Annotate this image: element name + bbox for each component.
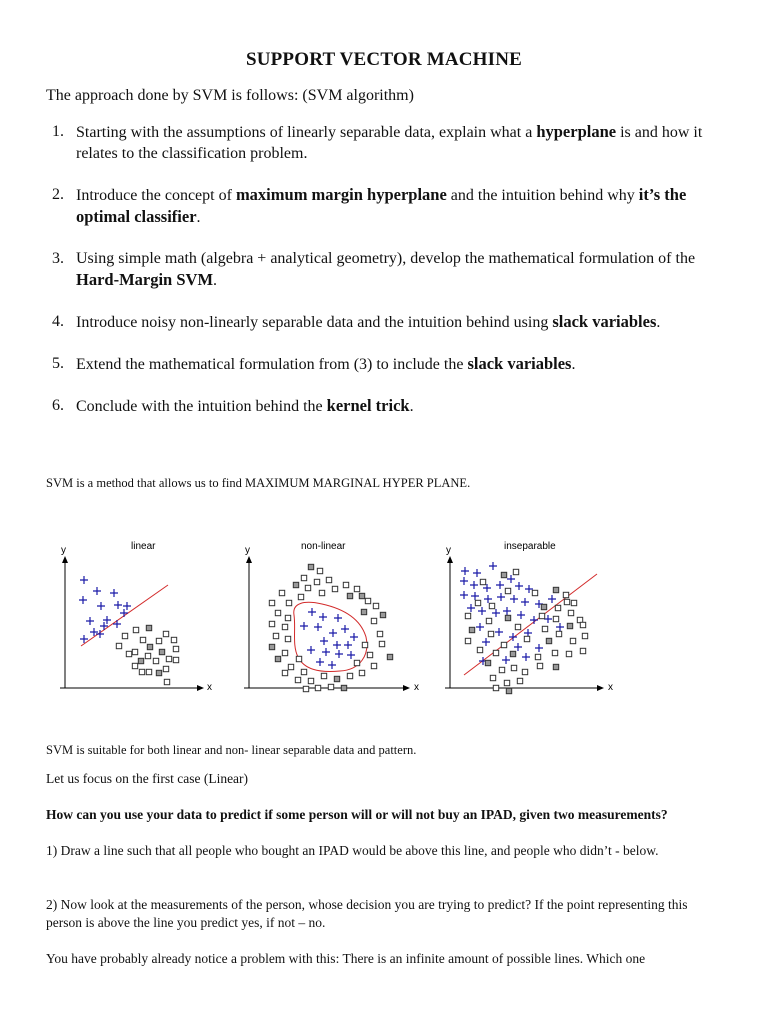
- square-point: [387, 654, 392, 659]
- square-point: [580, 622, 585, 627]
- square-point: [163, 666, 168, 671]
- plus-point: [300, 622, 308, 630]
- square-point: [326, 577, 331, 582]
- square-point: [524, 636, 529, 641]
- square-point: [510, 651, 515, 656]
- square-point: [138, 658, 143, 663]
- y-axis-arrow: [62, 556, 68, 563]
- square-point: [553, 587, 558, 592]
- square-point: [570, 638, 575, 643]
- plus-point: [461, 567, 469, 575]
- list-item: 1. Starting with the assumptions of linearly separable data, explain what a hyperplane is and how it relates to the classification problem.: [52, 122, 703, 162]
- square-point: [132, 649, 137, 654]
- plus-point: [514, 643, 522, 651]
- plus-point: [503, 607, 511, 615]
- y-axis-label: y: [446, 545, 451, 556]
- plus-points: [300, 608, 358, 669]
- square-point: [522, 669, 527, 674]
- square-point: [475, 600, 480, 605]
- square-point: [156, 638, 161, 643]
- plus-point: [525, 585, 533, 593]
- square-point: [164, 679, 169, 684]
- plus-point: [530, 616, 538, 624]
- step-1-text: 1) Draw a line such that all people who bought an IPAD would be above this line, and people who didn’t - below.: [46, 843, 659, 858]
- intro-text: The approach done by SVM is follows: (SVM algorithm): [46, 87, 414, 104]
- square-point: [282, 624, 287, 629]
- square-point: [173, 657, 178, 662]
- square-point: [582, 633, 587, 638]
- plus-point: [507, 575, 515, 583]
- square-point: [275, 610, 280, 615]
- svm-figure: [56, 533, 626, 701]
- svm-method-text: SVM is a method that allows us to find MAXIMUM MARGINAL HYPER PLANE.: [46, 476, 471, 490]
- square-point: [465, 638, 470, 643]
- panel-title: linear: [131, 541, 156, 552]
- square-point: [146, 669, 151, 674]
- square-point: [553, 616, 558, 621]
- plus-point: [110, 589, 118, 597]
- panel-inseparable: [445, 541, 613, 694]
- square-point: [488, 631, 493, 636]
- square-point: [505, 588, 510, 593]
- plus-point: [496, 581, 504, 589]
- plus-point: [322, 648, 330, 656]
- square-point: [371, 663, 376, 668]
- square-point: [145, 653, 150, 658]
- square-point: [537, 663, 542, 668]
- square-point: [116, 643, 121, 648]
- panel-linear: [60, 541, 212, 693]
- x-axis-label: x: [608, 682, 613, 693]
- suitable-text: SVM is suitable for both linear and non- linear separable data and pattern.: [46, 743, 417, 757]
- square-point: [321, 673, 326, 678]
- list-item: 5. Extend the mathematical formulation from (3) to include the slack variables.: [52, 354, 576, 373]
- plus-point: [471, 592, 479, 600]
- square-point: [347, 673, 352, 678]
- square-point: [580, 648, 585, 653]
- square-point: [493, 685, 498, 690]
- square-point: [359, 670, 364, 675]
- plus-point: [484, 595, 492, 603]
- plus-point: [307, 646, 315, 654]
- square-point: [469, 627, 474, 632]
- list-item: 2. Introduce the concept of maximum margin hyperplane and the intuition behind why it’s the optimal classifier.: [52, 185, 687, 226]
- square-point: [317, 568, 322, 573]
- square-point: [319, 590, 324, 595]
- square-point: [567, 623, 572, 628]
- square-point: [286, 600, 291, 605]
- plus-point: [120, 609, 128, 617]
- square-point: [542, 626, 547, 631]
- square-point: [361, 609, 366, 614]
- square-point: [571, 600, 576, 605]
- square-point: [506, 688, 511, 693]
- plus-point: [502, 656, 510, 664]
- plus-point: [80, 576, 88, 584]
- plus-point: [483, 584, 491, 592]
- square-point: [380, 612, 385, 617]
- square-point: [505, 615, 510, 620]
- plus-point: [97, 602, 105, 610]
- square-point: [362, 642, 367, 647]
- square-point: [359, 593, 364, 598]
- square-point: [493, 650, 498, 655]
- square-point: [285, 615, 290, 620]
- square-point: [173, 646, 178, 651]
- plus-point: [517, 611, 525, 619]
- y-axis-arrow: [447, 556, 453, 563]
- plus-point: [478, 607, 486, 615]
- step-2-text: 2) Now look at the measurements of the person, whose decision you are trying to predict? If the point representing this person is above the line you predict yes, if not – no.: [46, 897, 688, 930]
- square-point: [343, 582, 348, 587]
- plus-point: [548, 595, 556, 603]
- square-point: [504, 680, 509, 685]
- square-point: [513, 569, 518, 574]
- square-point: [334, 676, 339, 681]
- plus-point: [482, 638, 490, 646]
- square-point: [285, 636, 290, 641]
- y-axis-label: y: [61, 545, 66, 556]
- square-point: [499, 667, 504, 672]
- plus-point: [515, 582, 523, 590]
- square-point: [367, 652, 372, 657]
- square-point: [301, 575, 306, 580]
- plus-point: [347, 651, 355, 659]
- square-point: [532, 590, 537, 595]
- panel-title: non-linear: [301, 541, 346, 552]
- square-point: [282, 670, 287, 675]
- plus-point: [314, 623, 322, 631]
- square-point: [308, 564, 313, 569]
- plus-point: [470, 581, 478, 589]
- square-point: [275, 656, 280, 661]
- panel-title: inseparable: [504, 541, 556, 552]
- square-point: [305, 585, 310, 590]
- square-point: [535, 654, 540, 659]
- plus-point: [492, 609, 500, 617]
- plus-points: [460, 562, 564, 665]
- square-point: [159, 649, 164, 654]
- list-item: 4. Introduce noisy non-linearly separable data and the intuition behind using slack variables.: [52, 312, 661, 331]
- square-point: [563, 592, 568, 597]
- plus-point: [334, 614, 342, 622]
- square-point: [511, 665, 516, 670]
- y-axis-label: y: [245, 545, 250, 556]
- square-point: [288, 664, 293, 669]
- square-point: [133, 627, 138, 632]
- square-point: [328, 684, 333, 689]
- square-point: [568, 610, 573, 615]
- square-point: [552, 650, 557, 655]
- square-point: [539, 613, 544, 618]
- square-point: [477, 647, 482, 652]
- square-point: [301, 669, 306, 674]
- plus-point: [350, 633, 358, 641]
- plus-point: [329, 629, 337, 637]
- algorithm-steps: [46, 121, 726, 417]
- square-point: [140, 637, 145, 642]
- square-point: [541, 604, 546, 609]
- plus-point: [489, 562, 497, 570]
- plus-point: [308, 608, 316, 616]
- square-point: [354, 660, 359, 665]
- panel-non-linear: [244, 541, 419, 693]
- square-point: [126, 651, 131, 656]
- square-point: [122, 633, 127, 638]
- square-point: [365, 598, 370, 603]
- square-points: [116, 625, 178, 684]
- square-point: [269, 600, 274, 605]
- plus-point: [544, 615, 552, 623]
- plus-point: [535, 644, 543, 652]
- square-point: [308, 678, 313, 683]
- square-point: [354, 586, 359, 591]
- plus-point: [522, 653, 530, 661]
- plus-point: [93, 587, 101, 595]
- square-point: [163, 631, 168, 636]
- plus-point: [344, 641, 352, 649]
- plus-point: [335, 650, 343, 658]
- square-point: [315, 685, 320, 690]
- square-point: [546, 638, 551, 643]
- square-point: [166, 656, 171, 661]
- plus-point: [473, 569, 481, 577]
- square-point: [279, 590, 284, 595]
- square-point: [139, 669, 144, 674]
- square-point: [147, 644, 152, 649]
- square-point: [153, 658, 158, 663]
- square-point: [132, 663, 137, 668]
- page-title: SUPPORT VECTOR MACHINE: [245, 49, 523, 70]
- square-point: [490, 675, 495, 680]
- square-point: [332, 586, 337, 591]
- plus-point: [460, 591, 468, 599]
- square-point: [489, 603, 494, 608]
- square-point: [564, 599, 569, 604]
- x-axis-arrow: [403, 685, 410, 691]
- x-axis-arrow: [597, 685, 604, 691]
- square-point: [371, 618, 376, 623]
- square-point: [555, 605, 560, 610]
- list-item: 3. Using simple math (algebra + analytical geometry), develop the mathematical formulation of the Hard-Margin SVM.: [52, 250, 696, 289]
- problem-text: You have probably already notice a problem with this: There is an infinite amount of possible lines. Which one: [46, 951, 646, 966]
- plus-point: [476, 623, 484, 631]
- square-points: [269, 564, 392, 691]
- plus-point: [510, 595, 518, 603]
- plus-point: [316, 658, 324, 666]
- plus-point: [556, 623, 564, 631]
- focus-text: Let us focus on the first case (Linear): [46, 771, 249, 786]
- plus-point: [319, 613, 327, 621]
- square-point: [556, 631, 561, 636]
- plus-point: [524, 629, 532, 637]
- square-point: [465, 613, 470, 618]
- plus-point: [333, 641, 341, 649]
- square-point: [171, 637, 176, 642]
- plus-point: [86, 617, 94, 625]
- square-point: [269, 644, 274, 649]
- square-point: [295, 677, 300, 682]
- square-point: [273, 633, 278, 638]
- square-point: [566, 651, 571, 656]
- plus-point: [320, 637, 328, 645]
- plus-point: [467, 604, 475, 612]
- plus-point: [460, 577, 468, 585]
- square-point: [377, 631, 382, 636]
- list-item: 6. Conclude with the intuition behind the kernel trick.: [52, 396, 414, 415]
- plus-point: [123, 602, 131, 610]
- square-point: [517, 678, 522, 683]
- square-point: [347, 593, 352, 598]
- square-point: [293, 582, 298, 587]
- x-axis-arrow: [197, 685, 204, 691]
- square-point: [269, 621, 274, 626]
- plus-point: [521, 598, 529, 606]
- y-axis-arrow: [246, 556, 252, 563]
- square-point: [146, 625, 151, 630]
- square-point: [486, 618, 491, 623]
- square-point: [373, 603, 378, 608]
- square-point: [341, 685, 346, 690]
- square-point: [296, 656, 301, 661]
- plus-point: [113, 620, 121, 628]
- square-point: [485, 660, 490, 665]
- plus-point: [114, 601, 122, 609]
- x-axis-label: x: [414, 682, 419, 693]
- plus-point: [341, 625, 349, 633]
- plus-point: [328, 661, 336, 669]
- square-point: [298, 594, 303, 599]
- question-text: How can you use your data to predict if some person will or will not buy an IPAD, given two measurements?: [46, 807, 668, 822]
- plus-point: [497, 593, 505, 601]
- square-point: [314, 579, 319, 584]
- square-point: [156, 670, 161, 675]
- square-point: [303, 686, 308, 691]
- plus-point: [79, 596, 87, 604]
- square-point: [501, 572, 506, 577]
- square-point: [379, 641, 384, 646]
- square-point: [501, 642, 506, 647]
- plus-point: [495, 628, 503, 636]
- square-point: [282, 650, 287, 655]
- x-axis-label: x: [207, 682, 212, 693]
- square-point: [515, 624, 520, 629]
- square-point: [480, 579, 485, 584]
- square-point: [553, 664, 558, 669]
